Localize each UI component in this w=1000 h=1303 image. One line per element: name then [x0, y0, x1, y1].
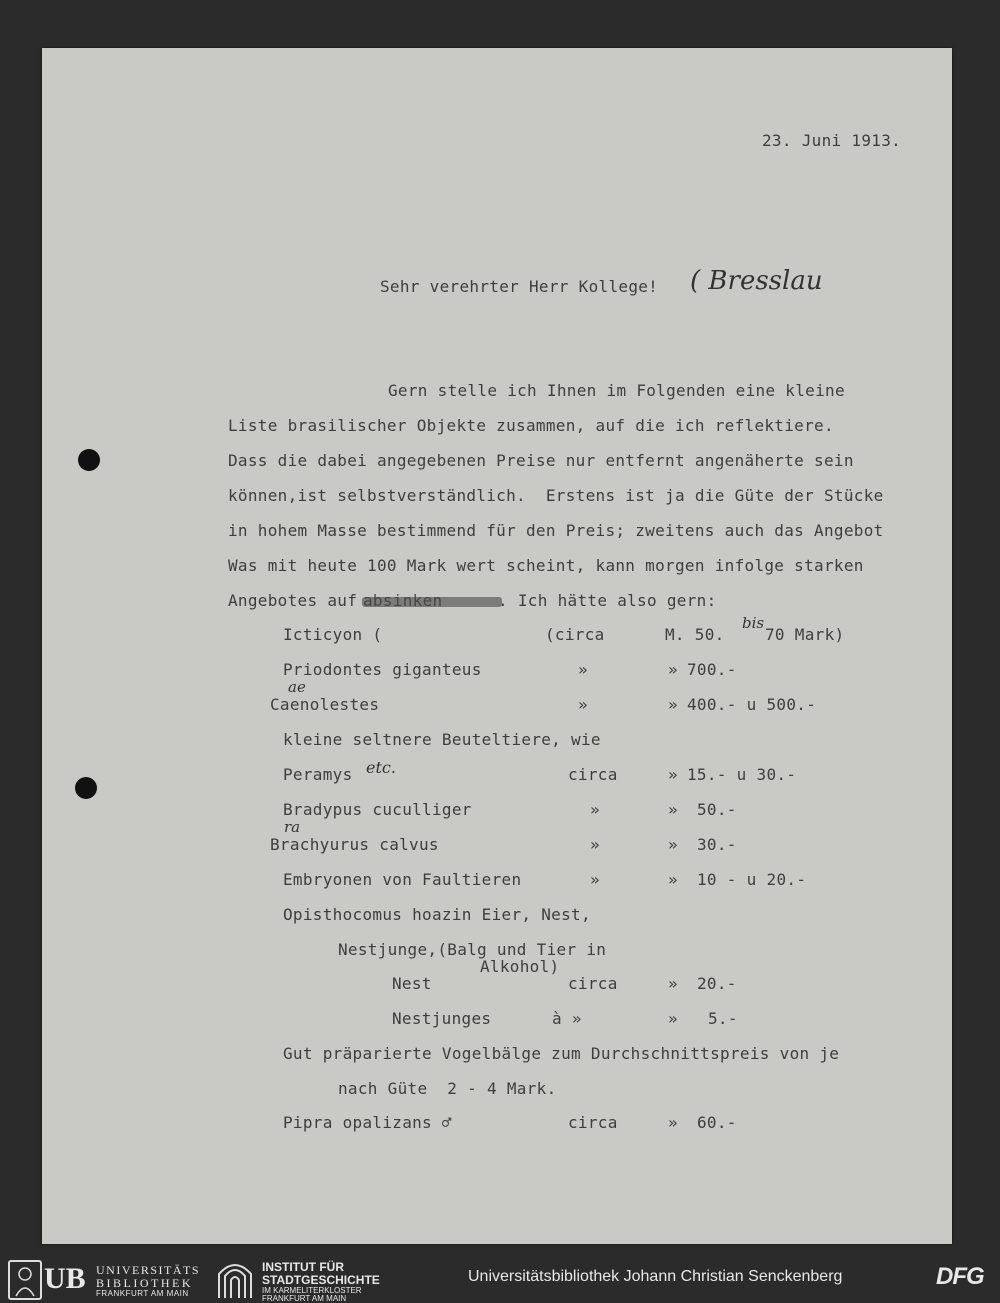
item-3-note: ae — [288, 678, 306, 696]
dfg-logo: DFG — [936, 1263, 984, 1290]
item-1-note: bis — [742, 614, 765, 632]
body-line-5: in hohem Masse bestimmend für den Preis; zweitens auch das Angebot — [228, 521, 884, 540]
item-8-currency: » — [668, 870, 678, 889]
body-line-7-end: . Ich hätte also gern: — [498, 591, 717, 610]
item-3-name: Caenolestes — [270, 695, 380, 714]
item-4-name: kleine seltnere Beuteltiere, wie — [283, 730, 601, 749]
ub-line-2: BIBLIOTHEK — [96, 1276, 193, 1290]
nest-item-2-price: 5.- — [708, 1009, 738, 1028]
ub-line-3: FRANKFURT AM MAIN — [96, 1289, 189, 1298]
item-2-currency: » — [668, 660, 678, 679]
item-6-currency: » — [668, 800, 678, 819]
pipra-name: Pipra opalizans ♂ — [283, 1113, 452, 1132]
item-9-name: Opisthocomus hoazin Eier, Nest, — [283, 905, 591, 924]
alkohol-line: Alkohol) — [480, 957, 560, 976]
item-1-currency: M. 50. — [665, 625, 725, 644]
nest-item-1-price: 20.- — [697, 974, 737, 993]
item-3-currency: » — [668, 695, 678, 714]
item-5-note: etc. — [366, 758, 396, 777]
nest-item-2-approx: à » — [552, 1009, 582, 1028]
pipra-price: 60.- — [697, 1113, 737, 1132]
item-5-price: 15.- u 30.- — [687, 765, 797, 784]
vogel-line-1: Gut präparierte Vogelbälge zum Durchschnittspreis von je — [283, 1044, 840, 1063]
strike-through-mark — [362, 597, 502, 607]
item-6-name: Bradypus cuculliger — [283, 800, 472, 819]
isg-line-3: IM KARMELITERKLOSTER — [262, 1286, 362, 1295]
item-8-name: Embryonen von Faultieren — [283, 870, 522, 889]
item-5-currency: » — [668, 765, 678, 784]
isg-arch-logo — [215, 1258, 255, 1303]
footer-center-text: Universitätsbibliothek Johann Christian Senckenberg — [468, 1268, 843, 1285]
item-8-price: 10 - u 20.- — [697, 870, 807, 889]
salutation: Sehr verehrter Herr Kollege! — [380, 277, 659, 296]
punch-hole-top — [78, 449, 100, 471]
isg-line-4: FRANKFURT AM MAIN — [262, 1294, 347, 1303]
body-line-1: Gern stelle ich Ihnen im Folgenden eine kleine — [388, 381, 845, 400]
vogel-line-2: nach Güte 2 - 4 Mark. — [338, 1079, 557, 1098]
item-1-name: Icticyon ( — [283, 625, 383, 644]
item-8-approx: » — [590, 870, 600, 889]
item-6-approx: » — [590, 800, 600, 819]
nest-item-2-name: Nestjunges — [392, 1009, 492, 1028]
item-2-name: Priodontes giganteus — [283, 660, 482, 679]
item-3-price: 400.- u 500.- — [687, 695, 817, 714]
body-line-4: können,ist selbstverständlich. Erstens ist ja die Güte der Stücke — [228, 486, 884, 505]
item-1-price: 70 Mark) — [765, 625, 845, 644]
handwritten-name: ( Bresslau — [690, 266, 823, 296]
item-6-price: 50.- — [697, 800, 737, 819]
pipra-approx: circa — [568, 1113, 618, 1132]
ub-crest-logo — [8, 1260, 42, 1300]
item-7-note: ra — [284, 818, 301, 836]
ub-mark: UB — [44, 1262, 86, 1295]
body-line-6: Was mit heute 100 Mark wert scheint, kann morgen infolge starken — [228, 556, 864, 575]
letter-date: 23. Juni 1913. — [762, 131, 902, 150]
nest-line: Nestjunge,(Balg und Tier in — [338, 940, 607, 959]
item-7-currency: » — [668, 835, 678, 854]
footer-bar — [0, 1252, 1000, 1303]
nest-item-1-currency: » — [668, 974, 678, 993]
crest-icon — [10, 1262, 40, 1298]
item-5-name: Peramys — [283, 765, 353, 784]
item-2-approx: » — [578, 660, 588, 679]
ub-line-1: UNIVERSITÄTS — [96, 1263, 200, 1277]
body-line-3: Dass die dabei angegebenen Preise nur entfernt angenäherte sein — [228, 451, 854, 470]
nest-item-1-name: Nest — [392, 974, 432, 993]
nest-item-2-currency: » — [668, 1009, 678, 1028]
nest-item-1-approx: circa — [568, 974, 618, 993]
isg-line-2: STADTGESCHICHTE — [262, 1273, 380, 1287]
letter-sheet — [42, 48, 952, 1244]
item-7-approx: » — [590, 835, 600, 854]
body-line-7: Angebotes auf — [228, 591, 358, 610]
item-7-name: Brachyurus calvus — [270, 835, 439, 854]
isg-line-1: INSTITUT FÜR — [262, 1260, 344, 1274]
item-1-approx: (circa — [545, 625, 605, 644]
arch-icon — [215, 1258, 255, 1298]
body-line-2: Liste brasilischer Objekte zusammen, auf die ich reflektiere. — [228, 416, 834, 435]
item-3-approx: » — [578, 695, 588, 714]
item-5-approx: circa — [568, 765, 618, 784]
pipra-currency: » — [668, 1113, 678, 1132]
item-7-price: 30.- — [697, 835, 737, 854]
punch-hole-bottom — [75, 777, 97, 799]
item-2-price: 700.- — [687, 660, 737, 679]
